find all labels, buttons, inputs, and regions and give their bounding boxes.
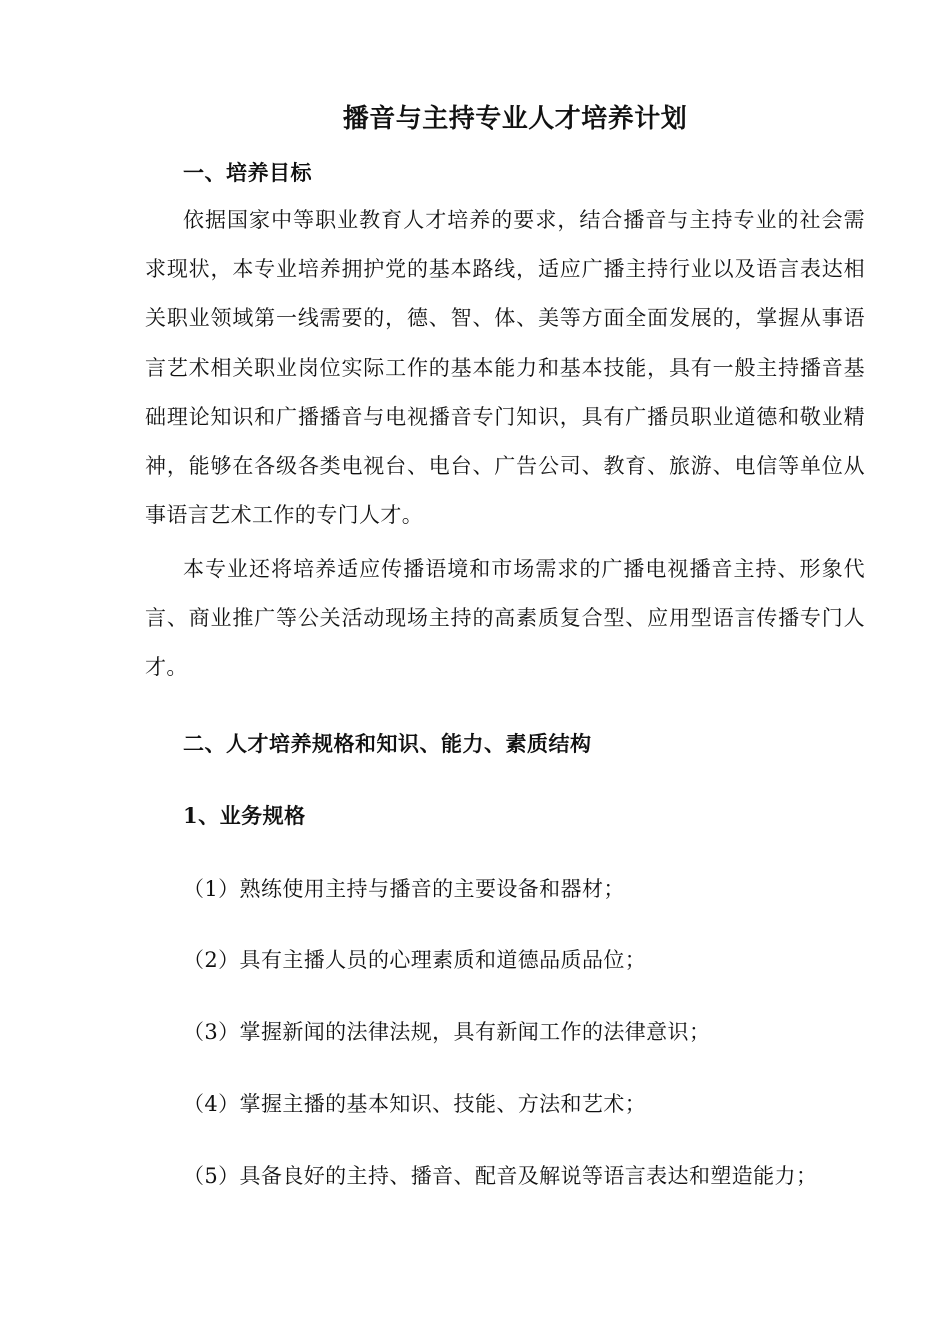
paragraph-training-goals-2: 本专业还将培养适应传播语境和市场需求的广播电视播音主持、形象代言、商业推广等公关活动现场主持的高素质复合型、应用型语言传播专门人才。	[145, 557, 865, 680]
list-item: （1）熟练使用主持与播音的主要设备和器材；	[183, 877, 625, 901]
subheading-business-specs: 1、业务规格	[183, 803, 306, 828]
document-title: 播音与主持专业人才培养计划	[342, 104, 688, 134]
list-item: （4）掌握主播的基本知识、技能、方法和艺术；	[183, 1092, 647, 1116]
section-heading-talent-specs: 二、人才培养规格和知识、能力、素质结构	[183, 731, 592, 756]
section-heading-training-goals: 一、培养目标	[183, 160, 312, 185]
list-item: （3）掌握新闻的法律法规，具有新闻工作的法律意识；	[183, 1020, 711, 1044]
list-item: （2）具有主播人员的心理素质和道德品质品位；	[183, 948, 647, 972]
paragraph-training-goals-1: 依据国家中等职业教育人才培养的要求，结合播音与主持专业的社会需求现状，本专业培养拥护党的基本路线，适应广播主持行业以及语言表达相关职业领域第一线需要的，德、智、体、美等方面全面发展的，掌握从事语言艺术相关职业岗位实际工作的基本能力和基本技能，具有一般主持播音基础理论知识和广播播音与电视播音专门知识，具有广播员职业道德和敬业精神，能够在各级各类电视台、电台、广告公司、教育、旅游、电信等单位从事语言艺术工作的专门人才。	[145, 208, 865, 528]
list-item: （5）具备良好的主持、播音、配音及解说等语言表达和塑造能力；	[183, 1164, 818, 1188]
